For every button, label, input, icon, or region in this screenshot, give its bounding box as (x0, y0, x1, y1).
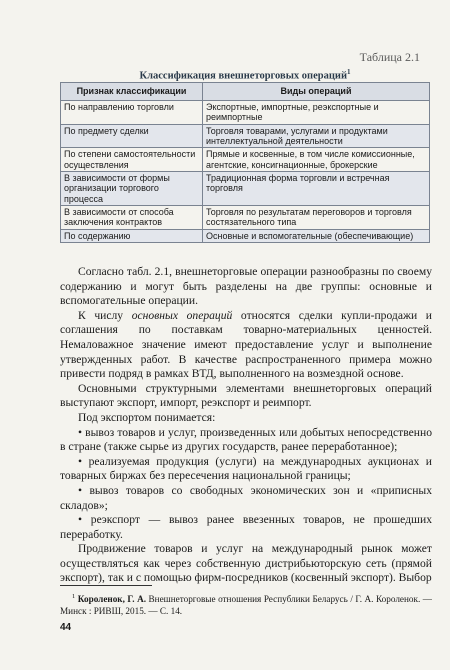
paragraph (60, 309, 432, 382)
table-row (61, 148, 430, 172)
paragraph-text: относятся сделки купли-продажи и соглашения по поставкам товарно-материальных ценностей. Немаловажное значение имеют предоставление услуг и выполнение утвержденных работ. В качестве распространенного примера можно привести подряд в рамках ВТД, выполненного на возмездной основе. (60, 308, 432, 381)
table-row (61, 172, 430, 206)
table-number: Таблица 2.1 (359, 50, 420, 64)
table-cell-criterion: По содержанию (61, 229, 203, 242)
table-row (61, 124, 430, 148)
classification-table (60, 82, 430, 243)
table-cell-types: Основные и вспомогательные (обеспечивающие) (203, 229, 430, 242)
table-title (60, 68, 430, 82)
paragraph: Основными структурными элементами внешнеторговых операций выступают экспорт, импорт, реэкспорт и реимпорт. (60, 381, 432, 410)
table-cell-types: Экспортные, импортные, реэкспортные и реимпортные (203, 101, 430, 125)
paragraph: Продвижение товаров и услуг на международный рынок может осуществляться как через собственную дистрибьюторскую сеть (прямой экспорт), так и с помощью фирм-посредников (косвенный экспорт). Выбор (60, 542, 432, 585)
footnote-divider (60, 585, 152, 586)
paragraph: Под экспортом понимается: (78, 410, 216, 424)
footnote-text (60, 591, 432, 617)
table-cell-types: Торговля по результатам переговоров и торговля состязательного типа (203, 206, 430, 230)
footnote-author: Короленок, Г. А. (77, 594, 146, 605)
table-header-row (61, 83, 430, 101)
table-cell-types: Торговля товарами, услугами и продуктами интеллектуальной деятельности (203, 124, 430, 148)
table-cell-criterion: По степени самостоятельности осуществления (61, 148, 203, 172)
footnote-body: Внешнеторговые отношения Республики Беларусь / Г. А. Короленок. — Минск : РИВШ, 2015. — С. 14. (60, 594, 432, 617)
table-row (61, 101, 430, 125)
footnote (60, 591, 432, 617)
footnote-marker: 1 (72, 593, 76, 600)
table-header-cell: Признак классификации (61, 83, 203, 101)
body-text (60, 265, 432, 586)
table-row (61, 229, 430, 242)
table-cell-criterion: В зависимости от способа заключения контрактов (61, 206, 203, 230)
table-title-footnote-ref: 1 (347, 68, 351, 76)
paragraph: Согласно табл. 2.1, внешнеторговые операции разнообразны по своему содержанию и могут быть разделены на две группы: основные и вспомогательные операции. (60, 265, 432, 308)
table-cell-types: Прямые и косвенные, в том числе комиссионные, агентские, консигнационные, брокерские (203, 148, 430, 172)
table-title-text: Классификация внешнеторговых операций (139, 70, 347, 82)
bullet-item: • реализуемая продукция (услуги) на международных аукционах и товарных биржах без пересечения национальной границы; (60, 454, 432, 483)
table-header-cell: Виды операций (203, 83, 430, 101)
table-cell-types: Традиционная форма торговли и встречная торговля (203, 172, 430, 206)
bullet-item: • реэкспорт — вывоз ранее ввезенных товаров, не прошедших переработку. (60, 513, 432, 541)
paragraph-text: К числу (78, 308, 132, 322)
table-cell-criterion: В зависимости от формы организации торгового процесса (61, 172, 203, 206)
page-number: 44 (60, 622, 72, 633)
table-row (61, 206, 430, 230)
table-cell-criterion: По предмету сделки (61, 124, 203, 148)
bullet-item: • вывоз товаров и услуг, произведенных или добытых непосредственно в стране (также сырье из других государств, ранее переработанное); (60, 425, 432, 454)
bullet-item: • вывоз товаров со свободных экономических зон и «приписных складов»; (60, 483, 432, 512)
emphasis-text: основных операций (131, 308, 233, 322)
table-cell-criterion: По направлению торговли (61, 101, 203, 125)
